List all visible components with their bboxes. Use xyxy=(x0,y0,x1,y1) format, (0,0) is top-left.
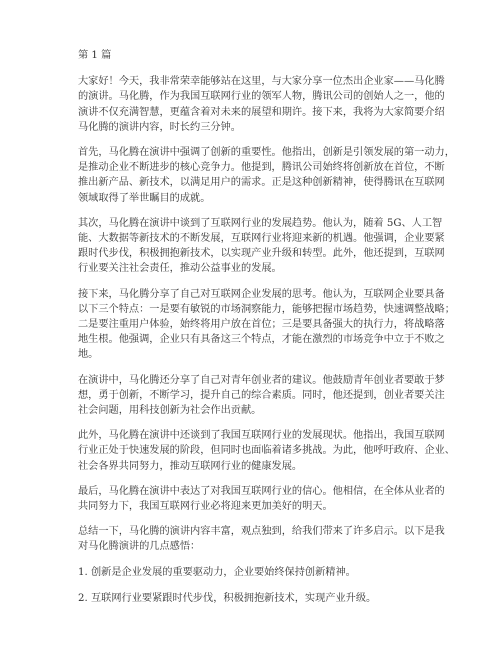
paragraph-line: 想，勇于创新，不断学习，提升自己的综合素质。同时，他还提到，创业者要关注 xyxy=(78,389,445,401)
paragraph xyxy=(78,216,445,277)
paragraph-line: 接下来，马化腾分享了自己对互联网企业发展的思考。他认为，互联网企业要具备 xyxy=(78,288,445,300)
paragraph-line: 首先，马化腾在演讲中强调了创新的重要性。他指出，创新是引领发展的第一动力， xyxy=(78,147,455,159)
paragraph xyxy=(78,373,445,419)
document-heading: 第 1 篇 xyxy=(78,50,112,61)
paragraph-line: 推出新产品、新技术，以满足用户的需求。正是这种创新精神，使得腾讯在互联网 xyxy=(78,177,445,189)
paragraph-line: 马化腾的演讲内容，时长约三分钟。 xyxy=(78,121,241,133)
paragraph-line: 地。 xyxy=(78,349,99,361)
paragraph-line: 以下三个特点：一是要有敏锐的市场洞察能力，能够把握市场趋势，快速调整战略； xyxy=(78,303,455,315)
paragraph-line: 最后，马化腾在演讲中表达了对我国互联网行业的信心。他相信，在全体从业者的 xyxy=(78,485,445,497)
paragraph-line: 其次，马化腾在演讲中谈到了互联网行业的发展趋势。他认为，随着 5G、人工智 xyxy=(78,217,443,229)
paragraph-line: 大家好！今天，我非常荣幸能够站在这里，与大家分享一位杰出企业家——马化腾 xyxy=(78,76,445,88)
paragraph xyxy=(78,428,455,474)
paragraph-line: 行业正处于快速发展的阶段，但同时也面临着诸多挑战。为此，他呼吁政府、企业、 xyxy=(78,445,455,457)
paragraph xyxy=(78,524,445,554)
paragraph-line: 演讲不仅充满智慧，更蕴含着对未来的展望和期许。接下来，我将为大家简要介绍 xyxy=(78,106,445,118)
paragraph-line: 此外，马化腾在演讲中还谈到了我国互联网行业的发展现状。他指出，我国互联网 xyxy=(78,430,445,442)
document-page xyxy=(78,48,455,617)
paragraph-line: 的演讲。马化腾，作为我国互联网行业的领军人物，腾讯公司的创始人之一，他的 xyxy=(78,91,445,103)
paragraph xyxy=(78,74,445,135)
paragraph-line: 社会问题，用科技创新为社会作出贡献。 xyxy=(78,405,262,417)
paragraph-line: 地生根。他强调，企业只有具备这三个特点，才能在激烈的市场竞争中立于不败之 xyxy=(78,334,445,346)
paragraph-line: 跟时代步伐，积极拥抱新技术，以实现产业升级和转型。此外，他还提到，互联网 xyxy=(78,248,445,260)
paragraph-line: 共同努力下，我国互联网行业必将迎来更加美好的明天。 xyxy=(78,501,333,513)
paragraph xyxy=(78,484,445,514)
paragraph-line: 对马化腾演讲的几点感悟： xyxy=(78,541,201,553)
document-body xyxy=(78,74,455,554)
paragraph-line: 二是要注重用户体验，始终将用户放在首位；三是要具备强大的执行力，将战略落 xyxy=(78,319,445,331)
paragraph-line: 行业要关注社会责任，推动公益事业的发展。 xyxy=(78,263,282,275)
paragraph-line: 是推动企业不断进步的核心竞争力。他提到，腾讯公司始终将创新放在首位，不断 xyxy=(78,162,445,174)
paragraph xyxy=(78,287,455,363)
paragraph-line: 社会各界共同努力，推动互联网行业的健康发展。 xyxy=(78,460,303,472)
paragraph-line: 领域取得了举世瞩目的成就。 xyxy=(78,192,211,204)
paragraph-line: 总结一下，马化腾的演讲内容丰富，观点独到，给我们带来了许多启示。以下是我 xyxy=(78,526,445,538)
paragraph-line: 在演讲中，马化腾还分享了自己对青年创业者的建议。他鼓励青年创业者要敢于梦 xyxy=(78,374,445,386)
paragraph xyxy=(78,145,455,206)
list-item: 2. 互联网行业要紧跟时代步伐，积极拥抱新技术，实现产业升级。 xyxy=(78,592,377,604)
list-item: 1. 创新是企业发展的重要驱动力，企业要始终保持创新精神。 xyxy=(78,566,356,578)
reflection-list xyxy=(78,565,434,606)
paragraph-line: 能、大数据等新技术的不断发展，互联网行业将迎来新的机遇。他强调，企业要紧 xyxy=(78,233,445,245)
